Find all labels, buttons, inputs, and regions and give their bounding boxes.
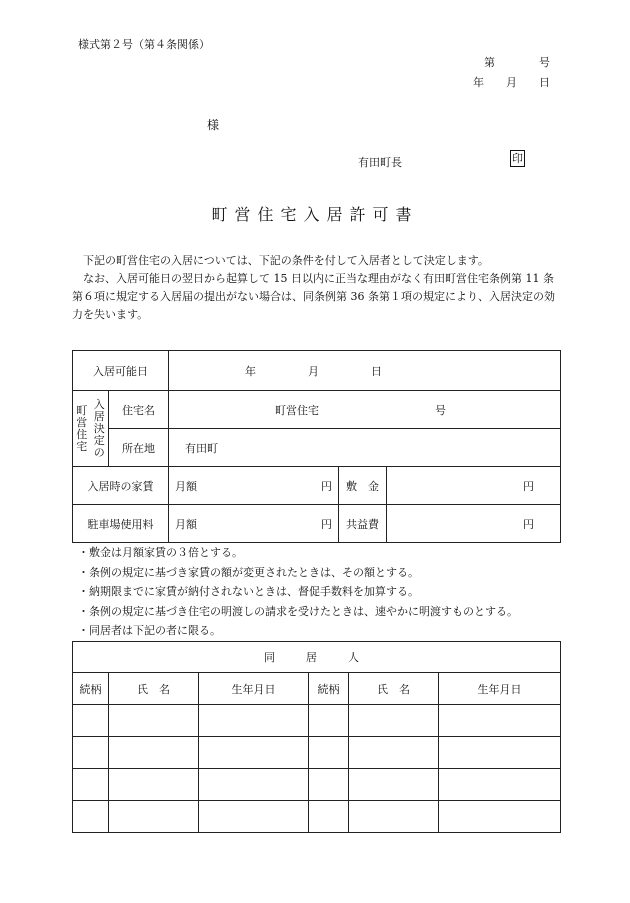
date-month: 月 — [506, 76, 517, 89]
table-cell[interactable] — [199, 769, 309, 801]
parking-yen: 円 — [321, 517, 333, 531]
common-fee-yen: 円 — [523, 517, 535, 531]
table-cell[interactable] — [73, 801, 109, 833]
decided-label: 入居決定の — [91, 391, 109, 467]
table-cell[interactable] — [73, 769, 109, 801]
housing-info-table — [72, 350, 561, 543]
table-cell[interactable] — [349, 705, 439, 737]
col-birthdate: 生年月日 — [439, 673, 561, 705]
move-in-month: 月 — [308, 364, 320, 378]
table-cell[interactable] — [349, 737, 439, 769]
housing-group-label: 町営住宅 — [73, 391, 91, 467]
col-relationship: 続柄 — [309, 673, 349, 705]
rent-monthly: 月額 — [175, 479, 198, 493]
rent-label: 入居時の家賃 — [73, 467, 169, 505]
condition-item: ・同居者は下記の者に限る。 — [78, 624, 221, 637]
parking-fee-value[interactable] — [169, 505, 339, 543]
condition-item: ・条例の規定に基づき家賃の額が変更されたときは、その額とする。 — [78, 565, 419, 579]
document-title: 町営住宅入居許可書 — [211, 205, 419, 224]
table-cell[interactable] — [109, 737, 199, 769]
address-label: 所在地 — [109, 429, 169, 467]
conditions-list — [78, 543, 518, 641]
move-in-year: 年 — [245, 364, 257, 378]
table-cell[interactable] — [109, 769, 199, 801]
cohabitants-title: 同 居 人 — [73, 642, 561, 673]
housing-name-prefix: 町営住宅 — [275, 403, 320, 417]
table-cell[interactable] — [349, 801, 439, 833]
deposit-label: 敷 金 — [339, 467, 387, 505]
cohabitants-table — [72, 641, 561, 833]
col-name: 氏 名 — [349, 673, 439, 705]
table-cell[interactable] — [309, 737, 349, 769]
table-cell[interactable] — [199, 737, 309, 769]
move-in-day: 日 — [371, 364, 383, 378]
deposit-value[interactable] — [387, 467, 561, 505]
condition-item: ・納期限までに家賃が納付されないときは、督促手数料を加算する。 — [78, 585, 419, 598]
table-cell[interactable] — [439, 769, 561, 801]
table-cell[interactable] — [199, 705, 309, 737]
table-cell[interactable] — [73, 737, 109, 769]
table-cell[interactable] — [73, 705, 109, 737]
table-cell[interactable] — [349, 769, 439, 801]
housing-name-value[interactable] — [169, 391, 561, 429]
housing-name-label: 住宅名 — [109, 391, 169, 429]
table-cell[interactable] — [309, 769, 349, 801]
table-cell[interactable] — [439, 801, 561, 833]
recipient-suffix: 様 — [207, 118, 220, 132]
address-value[interactable] — [169, 429, 561, 467]
parking-fee-label: 駐車場使用料 — [73, 505, 169, 543]
housing-number-suffix: 号 — [435, 403, 447, 417]
number-suffix: 号 — [539, 56, 550, 69]
body-paragraph-1: 下記の町営住宅の入居については、下記の条件を付して入居者として決定します。 — [83, 254, 489, 267]
deposit-yen: 円 — [523, 479, 535, 493]
table-cell[interactable] — [199, 801, 309, 833]
col-birthdate: 生年月日 — [199, 673, 309, 705]
table-row — [73, 769, 561, 801]
col-name: 氏 名 — [109, 673, 199, 705]
date-year: 年 — [473, 76, 484, 89]
table-row — [73, 737, 561, 769]
rent-value[interactable] — [169, 467, 339, 505]
number-prefix: 第 — [484, 56, 495, 69]
seal-mark: 印 — [512, 152, 523, 165]
table-row — [73, 705, 561, 737]
table-cell[interactable] — [109, 801, 199, 833]
table-cell[interactable] — [439, 737, 561, 769]
col-relationship: 続柄 — [73, 673, 109, 705]
body-paragraph-2: なお、入居可能日の翌日から起算して 15 日以内に正当な理由がなく有田町営住宅条例第 11 条第６項に規定する入居届の提出がない場合は、同条例第 36 条第１項の規定により、入居決定の効力を失います。 — [72, 272, 555, 321]
common-fee-label: 共益費 — [339, 505, 387, 543]
issuer-name: 有田町長 — [358, 156, 402, 169]
address-text: 有田町 — [185, 441, 219, 455]
document-number-line — [440, 54, 550, 70]
table-cell[interactable] — [309, 801, 349, 833]
date-day: 日 — [539, 76, 550, 89]
condition-item: ・敷金は月額家賃の３倍とする。 — [78, 546, 243, 559]
rent-yen: 円 — [321, 479, 333, 493]
table-row — [73, 801, 561, 833]
move-in-date-label: 入居可能日 — [73, 351, 169, 391]
condition-item: ・条例の規定に基づき住宅の明渡しの請求を受けたときは、速やかに明渡すものとする。 — [78, 604, 518, 618]
table-cell[interactable] — [309, 705, 349, 737]
form-number: 様式第２号（第４条関係） — [78, 38, 210, 51]
table-cell[interactable] — [439, 705, 561, 737]
move-in-date-value[interactable] — [169, 351, 561, 391]
common-fee-value[interactable] — [387, 505, 561, 543]
table-cell[interactable] — [109, 705, 199, 737]
issue-date-line — [451, 74, 550, 90]
parking-monthly: 月額 — [175, 517, 198, 531]
